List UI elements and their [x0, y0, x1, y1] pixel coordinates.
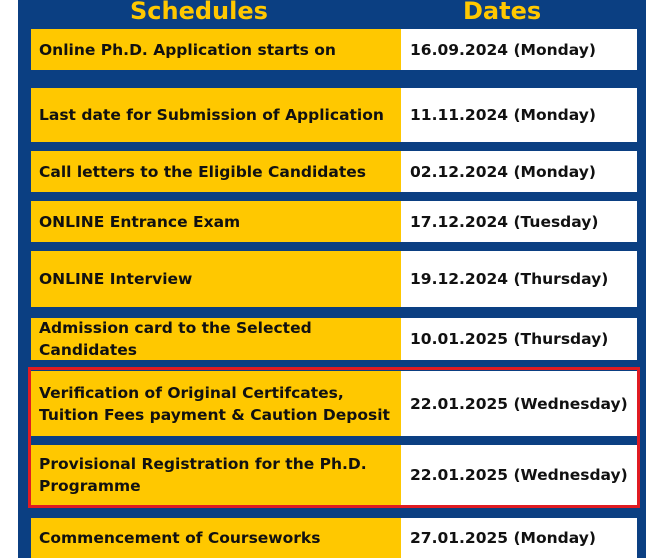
schedules-header: Schedules: [130, 0, 268, 24]
schedule-date: 22.01.2025 (Wednesday): [401, 445, 637, 505]
schedule-date: 10.01.2025 (Thursday): [401, 318, 637, 360]
schedule-label: Online Ph.D. Application starts on: [31, 29, 401, 70]
schedule-label: Provisional Registration for the Ph.D. Programme: [31, 445, 401, 505]
schedule-label: ONLINE Entrance Exam: [31, 201, 401, 242]
schedule-date: 17.12.2024 (Tuesday): [401, 201, 637, 242]
schedule-label: Verification of Original Certifcates, Tuition Fees payment & Caution Deposit: [31, 371, 401, 436]
schedule-label: ONLINE Interview: [31, 251, 401, 307]
schedule-label: Last date for Submission of Application: [31, 88, 401, 142]
schedule-date: 19.12.2024 (Thursday): [401, 251, 637, 307]
schedule-date: 27.01.2025 (Monday): [401, 518, 637, 558]
schedule-label: Admission card to the Selected Candidates: [31, 318, 401, 360]
schedule-label: Call letters to the Eligible Candidates: [31, 151, 401, 192]
schedule-date: 11.11.2024 (Monday): [401, 88, 637, 142]
schedule-label: Commencement of Courseworks: [31, 518, 401, 558]
dates-header: Dates: [463, 0, 542, 24]
schedule-date: 16.09.2024 (Monday): [401, 29, 637, 70]
schedule-date: 22.01.2025 (Wednesday): [401, 371, 637, 436]
schedule-date: 02.12.2024 (Monday): [401, 151, 637, 192]
